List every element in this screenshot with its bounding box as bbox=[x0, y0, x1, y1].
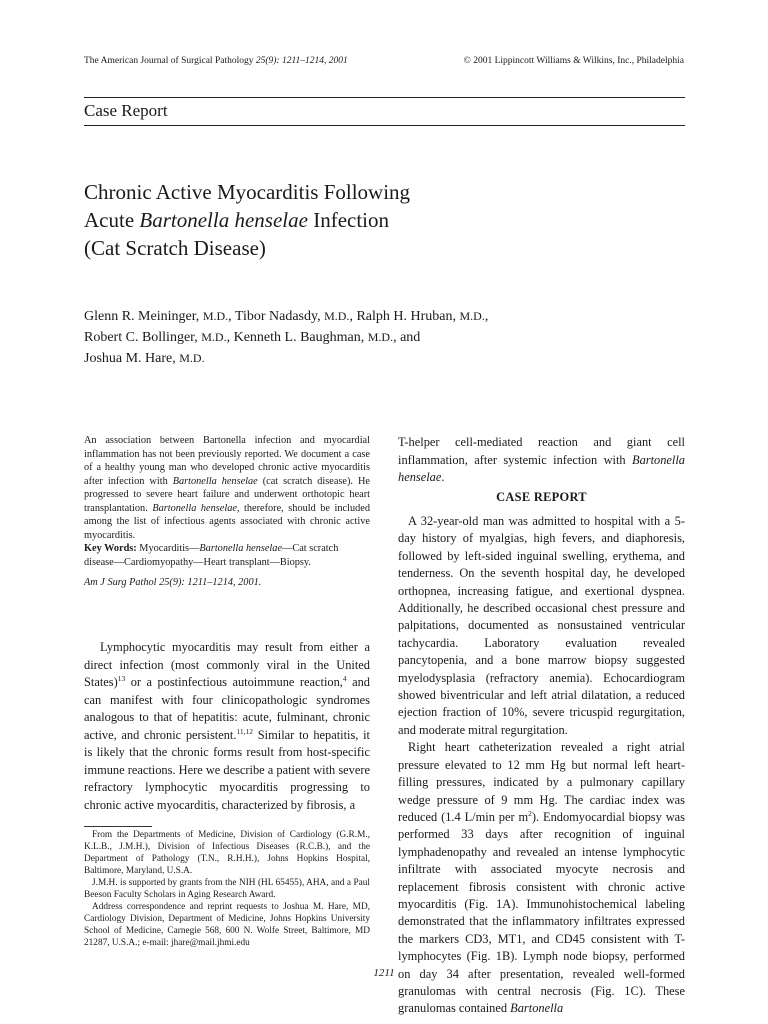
abstract bbox=[84, 434, 370, 569]
author-degree: M.D. bbox=[459, 309, 485, 323]
citation: Am J Surg Pathol 25(9): 1211–1214, 2001. bbox=[84, 577, 262, 588]
body-text: ). Endomyocardial biopsy was performed 33 days after recognition of inguinal lymphadenopathy and revealed an intense lymphocytic infiltrate with associated myocyte necrosis and replacement fibrosis consistent with chronic active myocarditis (Fig. 1A). Immunohistochemical labeling demonstrated that the inflammatory infiltrates expressed the markers CD3, MT1, and CD45 consistent with T-lymphocytes (Fig. 1B). Lymph node biopsy, performed on day 34 after presentation, revealed well-formed granulomas with central necrosis (Fig. 1C). These granulomas contained bbox=[398, 809, 685, 1016]
author-6: , and bbox=[393, 330, 421, 345]
abstract-segment: , therefore, should be included among the list of infectious agents associated with chronic active myocarditis. bbox=[84, 502, 370, 541]
section-label: Case Report bbox=[84, 101, 168, 120]
body-text: Similar to hepatitis, it is likely that the chronic forms result from host-specific immune reactions. Here we describe a patient with severe refractory lymphocytic myocarditis progressing to chronic active myocarditis, characterized by fibrosis, a bbox=[84, 727, 370, 812]
running-head-copyright: © 2001 Lippincott Williams & Wilkins, Inc., Philadelphia bbox=[463, 56, 684, 66]
case-report-body bbox=[398, 513, 685, 1018]
superscript: 2 bbox=[528, 808, 532, 818]
title-line-2-organism: Bartonella henselae bbox=[139, 208, 308, 232]
section-rule-top bbox=[84, 97, 685, 98]
title-line-2-post: Infection bbox=[307, 208, 389, 232]
abstract-text bbox=[84, 434, 370, 542]
organism-name: Bartonella henselae bbox=[398, 452, 685, 484]
author-separator: , bbox=[484, 309, 489, 324]
reference-marker: 13 bbox=[117, 674, 126, 683]
journal-name: The American Journal of Surgical Pathology bbox=[84, 56, 254, 66]
key-words-label: Key Words: bbox=[84, 543, 137, 554]
title-line-1: Chronic Active Myocarditis Following bbox=[84, 180, 411, 204]
article-title bbox=[84, 178, 410, 262]
body-text: or a postinfectious autoimmune reaction, bbox=[125, 675, 343, 689]
case-report-heading: CASE REPORT bbox=[496, 490, 587, 504]
author-4: Robert C. Bollinger, bbox=[84, 330, 198, 345]
title-line-2-pre: Acute bbox=[84, 208, 140, 232]
title-line-3: (Cat Scratch Disease) bbox=[84, 236, 266, 260]
reference-marker: 11,12 bbox=[236, 726, 254, 736]
author-degree: M.D. bbox=[367, 330, 394, 344]
key-words-text: Myocarditis— bbox=[136, 543, 200, 554]
body-text: and can manifest with four clinicopathologic syndromes analogous to that of hepatitis: acute, fulminant, chronic active, and chronic persistent. bbox=[84, 675, 370, 742]
reference-marker: 4 bbox=[342, 674, 347, 683]
body-text: . bbox=[441, 470, 445, 484]
author-degree: M.D. bbox=[202, 309, 229, 323]
author-5: , Kenneth L. Baughman, bbox=[226, 330, 365, 345]
author-degree: M.D. bbox=[201, 330, 227, 344]
author-degree: M.D. bbox=[179, 351, 205, 365]
author-1: Glenn R. Meininger, bbox=[84, 309, 200, 324]
body-text: T-helper cell-mediated reaction and giant cell inflammation, after systemic infection with bbox=[398, 435, 685, 467]
case-paragraph-1: A 32-year-old man was admitted to hospital with a 5-day history of myalgias, high fevers, and diaphoresis, followed by left-sided inguinal swelling, erythema, and tenderness. On the seventh hospital day, he developed orthopnea, increasing fatigue, and exertional dyspnea. Additionally, he described occasional chest pressure and palpitations, documented as nonsustained ventricular tachycardia. Laboratory evaluation revealed pancytopenia, and a bone marrow biopsy suggested myelodysplasia (refractory anemia). Echocardiogram showed biventricular and left atrial dilatation, a reduced ejection fraction of 10%, severe tricuspid regurgitation, and moderate mitral regurgitation. bbox=[398, 514, 685, 737]
intro-continuation bbox=[398, 434, 685, 487]
author-degree: M.D. bbox=[324, 309, 350, 323]
key-words-text: —Cat scratch disease—Cardiomyopathy—Heart transplant—Biopsy. bbox=[84, 543, 339, 568]
author-3: , Ralph H. Hruban, bbox=[349, 309, 456, 324]
author-2: , Tibor Nadasdy, bbox=[228, 309, 321, 324]
body-text: Right heart catheterization revealed a right atrial pressure elevated to 12 mm Hg but normal left heart-filling pressures, indicated by a pulmonary capillary wedge pressure of 9 mm Hg. The cardiac index was reduced (1.4 L/min per m bbox=[398, 740, 685, 824]
abstract-segment: An association between Bartonella infection and myocardial inflammation has not been previously reported. We document a case of a healthy young man who developed chronic active myocarditis after infection with bbox=[84, 435, 370, 487]
journal-volume-pages: 25(9): 1211–1214, 2001 bbox=[255, 56, 348, 66]
footnote-affiliation: From the Departments of Medicine, Division of Cardiology (G.R.M., K.L.B., J.M.H.), Division of Infectious Diseases (R.C.B.), and the Department of Pathology (T.N., R.H.H.), Johns Hopkins Hospital, Baltimore, Maryland, U.S.A. bbox=[84, 830, 370, 876]
page-number: 1211 bbox=[373, 967, 395, 979]
key-words bbox=[84, 542, 370, 569]
running-head-journal bbox=[84, 56, 348, 66]
abstract-organism: Bartonella henselae bbox=[172, 475, 258, 487]
author-list bbox=[84, 306, 644, 369]
footnote-funding: J.M.H. is supported by grants from the NIH (HL 65455), AHA, and a Paul Beeson Faculty Scholars in Aging Research Award. bbox=[84, 878, 370, 900]
body-text: Lymphocytic myocarditis may result from either a direct infection (most commonly viral in the United States) bbox=[84, 640, 370, 689]
footnotes bbox=[84, 829, 370, 949]
abstract-organism: Bartonella henselae bbox=[152, 502, 237, 514]
intro-paragraph bbox=[84, 639, 370, 814]
key-words-organism: Bartonella henselae bbox=[199, 543, 283, 554]
section-rule-bottom bbox=[84, 125, 685, 126]
organism-name: Bartonella bbox=[510, 1001, 564, 1016]
abstract-segment: (cat scratch disease). He progressed to severe heart failure and underwent orthotopic heart transplantation. bbox=[84, 475, 370, 514]
author-7: Joshua M. Hare, bbox=[84, 351, 176, 366]
footnote-correspondence: Address correspondence and reprint requests to Joshua M. Hare, MD, Cardiology Division, Department of Medicine, Johns Hopkins University School of Medicine, Carnegie 568, 600 N. Wolfe Street, Baltimore, MD 21287, U.S.A.; e-mail: jhare@mail.jhmi.edu bbox=[84, 902, 370, 948]
footnote-rule bbox=[84, 826, 152, 827]
